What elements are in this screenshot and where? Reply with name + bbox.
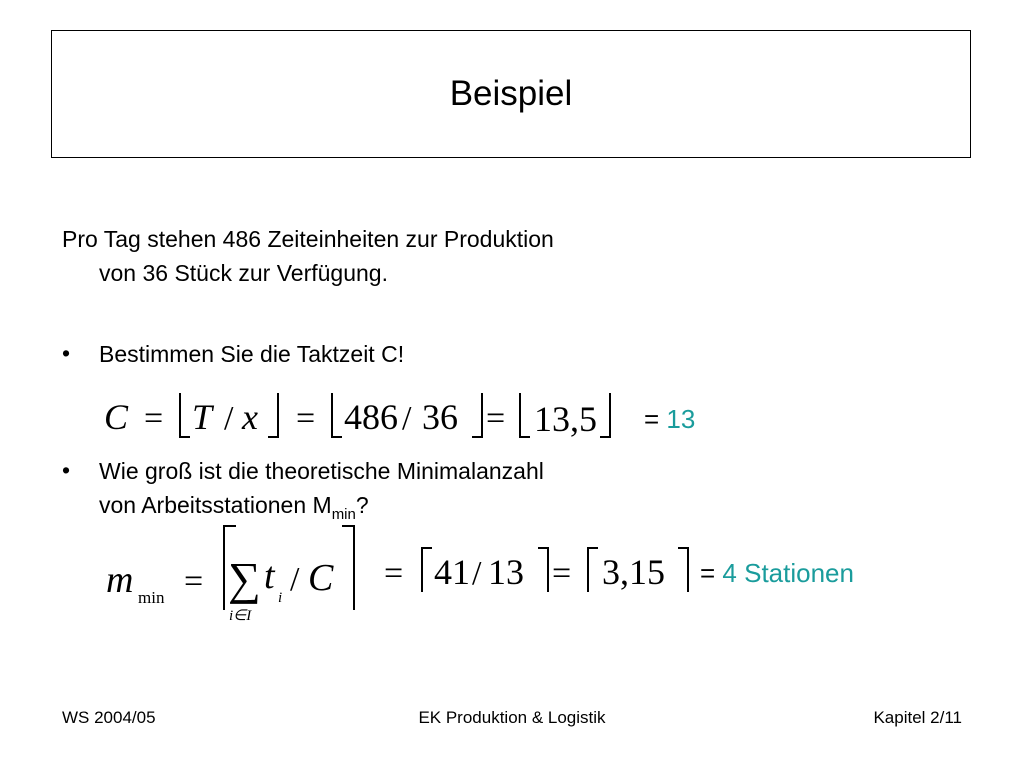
bullet-2-suffix: ?: [355, 492, 369, 518]
result-1-eq: =: [644, 404, 660, 434]
formula1-C: C: [104, 397, 129, 437]
formula1-T: T: [192, 397, 213, 437]
floor-right-1: [268, 393, 278, 437]
bullet-symbol-1: •: [62, 340, 71, 366]
formula2-sum-sub: i∈I: [229, 608, 252, 624]
formula2-eq: =: [184, 563, 204, 600]
footer-left: WS 2004/05: [62, 708, 156, 727]
formula2-C: C: [308, 557, 334, 599]
footer-right: Kapitel 2/11: [873, 708, 962, 727]
formula2-eq2: =: [384, 555, 404, 592]
formula2-t-sub: i: [278, 590, 283, 606]
formula2-3-15: 3,15: [602, 552, 665, 592]
bullet-2-sub: min: [331, 506, 356, 523]
floor-right-2: [472, 393, 482, 437]
bullet-symbol-2: •: [62, 457, 71, 483]
formula1-eq3: =: [486, 400, 506, 437]
result-1-value: 13: [666, 404, 696, 434]
result-2-value: 4 Stationen: [722, 558, 854, 588]
formula1-13-5: 13,5: [534, 399, 597, 439]
formula2-13: 13: [488, 552, 524, 592]
bullet-text-1: Bestimmen Sie die Taktzeit C!: [99, 341, 405, 367]
result-2: [700, 558, 854, 589]
title-box: [51, 30, 971, 158]
formula2-t: t: [264, 555, 275, 597]
bullet-2-prefix: von Arbeitsstationen M: [99, 492, 332, 518]
formula-taktzeit: [100, 385, 640, 447]
ceil-right-3: [678, 548, 688, 592]
slide-title: Beispiel: [449, 74, 573, 113]
floor-left-2: [332, 393, 342, 437]
formula-mmin: [100, 520, 380, 630]
formula1-486: 486: [344, 397, 398, 437]
bullet-text-2-line1: Wie groß ist die theoretische Minimalanzahl: [99, 458, 544, 484]
floor-left-3: [520, 393, 530, 437]
formula2-slash: /: [290, 561, 300, 598]
formula1-slash-2: /: [402, 400, 412, 437]
ceil-left-3: [588, 548, 598, 592]
result-2-eq: =: [700, 558, 716, 588]
formula2-slash-2: /: [472, 555, 482, 592]
footer-center: EK Produktion & Logistik: [418, 708, 606, 727]
formula1-slash: /: [224, 400, 234, 437]
intro-line-2: von 36 Stück zur Verfügung.: [99, 260, 388, 286]
formula2-41: 41: [434, 552, 470, 592]
formula1-x: x: [242, 397, 258, 437]
formula2-sum: ∑: [228, 553, 261, 604]
result-1: [644, 404, 695, 435]
formula1-eq1: =: [144, 400, 164, 437]
ceil-left-2: [422, 548, 432, 592]
ceil-right-1: [342, 526, 354, 610]
intro-line-1: Pro Tag stehen 486 Zeiteinheiten zur Produktion: [62, 226, 554, 252]
floor-left-1: [180, 393, 190, 437]
formula-mmin-eval: [380, 540, 700, 600]
formula2-eq3: =: [552, 555, 572, 592]
formula2-m-sub: min: [138, 588, 165, 607]
formula2-m: m: [106, 559, 134, 601]
formula1-eq2: =: [296, 400, 316, 437]
floor-right-3: [600, 393, 610, 437]
formula1-36: 36: [422, 397, 458, 437]
ceil-right-2: [538, 548, 548, 592]
